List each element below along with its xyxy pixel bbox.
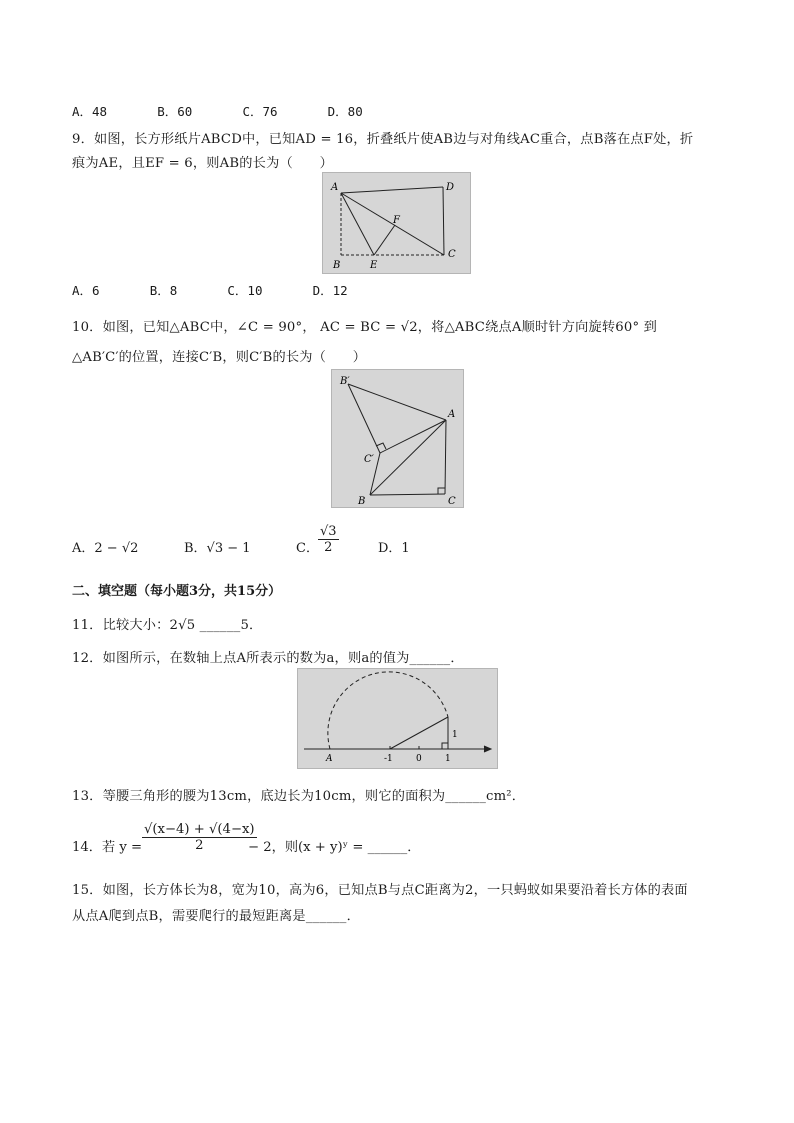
q14-prefix: 14．若 y = [72, 840, 143, 855]
q10-label-cprime: C′ [364, 454, 374, 465]
q9-label-f: F [393, 215, 400, 226]
q10-option-c-fraction [318, 524, 339, 555]
q12-label-a: A [326, 754, 333, 764]
q10-label-bprime: B′ [340, 376, 350, 387]
q9-label-c: C [448, 249, 456, 260]
q10-option-b: B．√3 − 1 [184, 541, 251, 556]
q9-option-b: B．8 [149, 283, 178, 298]
q9-figure [322, 172, 471, 274]
q9-option-c: C．10 [227, 283, 263, 298]
q9-label-d: D [446, 182, 455, 193]
q9-label-b: B [333, 260, 341, 271]
q10-label-b: B [358, 496, 366, 507]
q10-label-c: C [448, 496, 456, 507]
q11-text: 11．比较大小：2√5 ______5． [72, 618, 263, 633]
q8-options [72, 102, 409, 120]
q10-option-d: D．1 [378, 541, 410, 556]
q12-figure [297, 668, 498, 769]
section-fill-blank-title: 二、填空题（每小题3分，共15分） [72, 584, 282, 599]
q10-stem-line1: 10．如图，已知△ABC中，∠C = 90°， AC = BC = √2，将△ABC绕点A顺时针方向旋转60° 到 [72, 320, 658, 335]
q9-stem-line2: 痕为AE，且EF = 6，则AB的长为（ ） [72, 156, 334, 171]
q8-option-c: C．76 [242, 104, 278, 119]
q14-denominator: 2 [195, 838, 204, 853]
q10-option-c-denominator: 2 [324, 540, 333, 555]
q14-fraction [142, 822, 257, 853]
q14-suffix: − 2，则(x + y)ʸ = ______． [248, 840, 421, 855]
q8-option-b: B．60 [157, 104, 193, 119]
q15-stem-line1: 15．如图，长方体长为8，宽为10，高为6，已知点B与点C距离为2，一只蚂蚁如果要沿着长方体的表面 [72, 883, 688, 898]
q9-options [72, 281, 394, 299]
q10-label-a: A [448, 409, 456, 420]
q12-text: 12．如图所示，在数轴上点A所表示的数为a，则a的值为______． [72, 651, 464, 666]
q10-stem-line2: △AB′C′的位置，连接C′B，则C′B的长为（ ） [72, 350, 367, 365]
q9-label-a: A [331, 182, 339, 193]
q10-option-c-numerator: √3 [320, 524, 337, 539]
q14-numerator: √(x−4) + √(4−x) [144, 822, 255, 837]
q9-option-a: A．6 [72, 283, 100, 298]
q9-stem-line1: 9．如图，长方形纸片ABCD中，已知AD = 16，折叠纸片使AB边与对角线AC重合，点B落在点F处，折 [72, 132, 694, 147]
q9-option-d: D．12 [312, 283, 348, 298]
q8-option-a: A．48 [72, 104, 108, 119]
q10-option-a: A．2 − √2 [72, 541, 139, 556]
q12-label-zero: 0 [416, 754, 422, 764]
q8-option-d: D．80 [327, 104, 363, 119]
q9-label-e: E [370, 260, 378, 271]
q15-stem-line2: 从点A爬到点B，需要爬行的最短距离是______． [72, 909, 360, 924]
q13-text: 13．等腰三角形的腰为13cm，底边长为10cm，则它的面积为______cm²． [72, 789, 526, 804]
q10-figure [331, 369, 464, 508]
q10-option-c-prefix: C． [296, 541, 319, 556]
q12-label-minus-one: -1 [384, 754, 393, 764]
q12-label-height: 1 [452, 730, 458, 740]
q12-label-one: 1 [445, 754, 451, 764]
